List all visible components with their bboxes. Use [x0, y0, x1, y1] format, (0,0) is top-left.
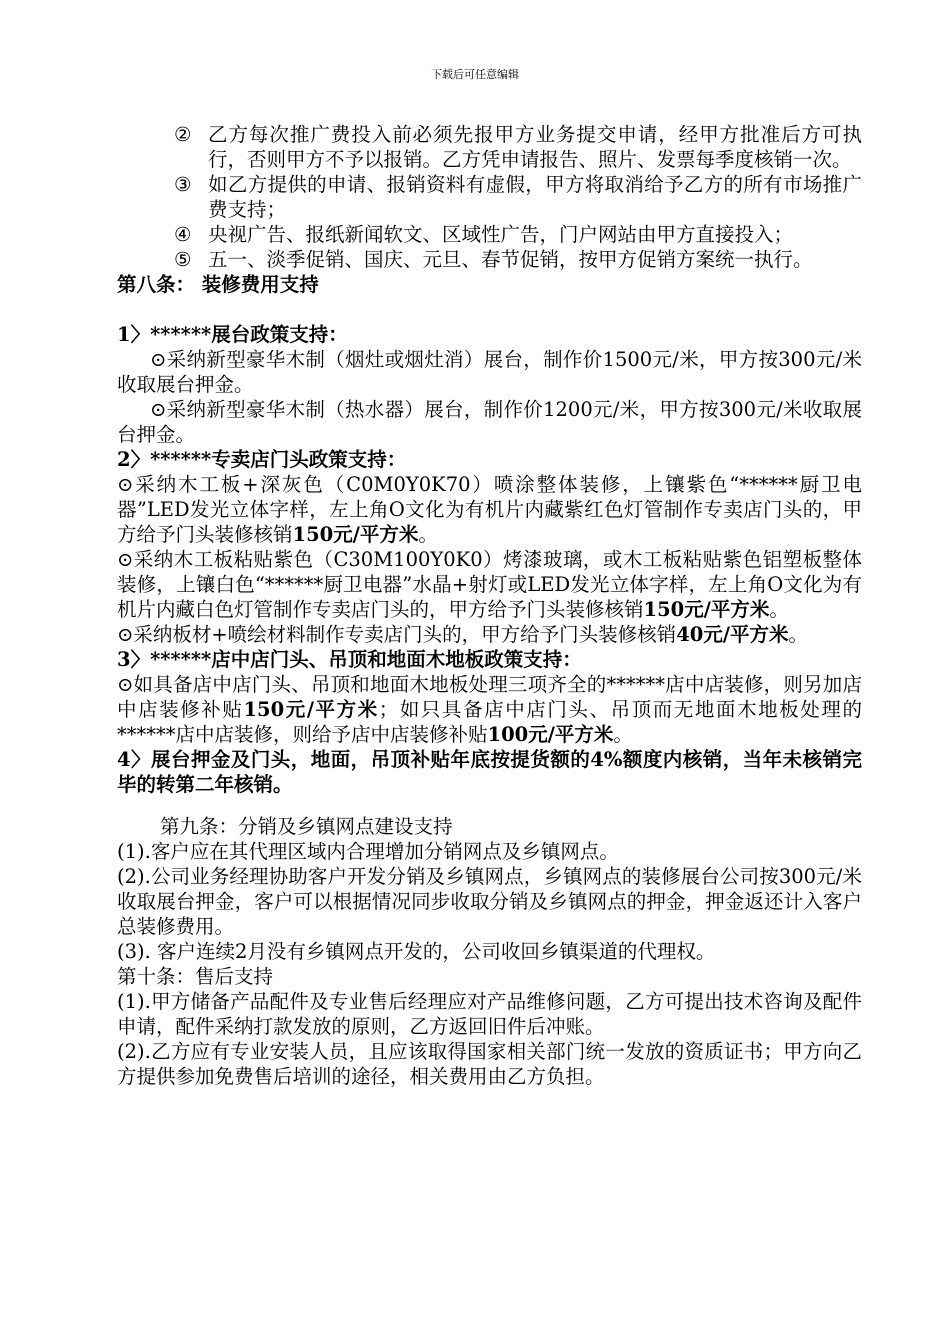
highlight-amount: 150元/平方米: [243, 698, 379, 721]
text-run: ⊙采纳木工板+深灰色（C0M0Y0K70）喷涂整体装修，上镶紫色“******厨卫电器”LED发光立体字样，左上角O文化为有机片内藏紫红色灯管制作专卖店门头的，甲方给予门头装修核销: [117, 473, 862, 546]
item-number: ⑤: [174, 248, 192, 271]
list-item: [174, 247, 862, 272]
list-item: [174, 172, 862, 222]
text-run: 。: [769, 598, 789, 621]
text-run: 。: [613, 723, 633, 746]
page-header: 下载后可任意编辑: [431, 68, 519, 81]
text-run: ；如只具备店中店门头、吊顶而无地面木地板处理的******店中店装修，则给予店中店装修补贴: [117, 698, 862, 746]
paragraph: [117, 622, 862, 647]
item-text: 乙方每次推广费投入前必须先报甲方业务提交申请，经甲方批准后方可执行，否则甲方不予以报销。乙方凭申请报告、照片、发票每季度核销一次。: [208, 123, 862, 171]
paragraph: ⊙采纳新型豪华木制（烟灶或烟灶消）展台，制作价1500元/米，甲方按300元/米收取展台押金。: [117, 348, 862, 396]
section-2-heading: 2〉******专卖店门头政策支持：: [117, 448, 407, 471]
item-number: ②: [174, 123, 192, 146]
item-text: 如乙方提供的申请、报销资料有虚假，甲方将取消给予乙方的所有市场推广费支持；: [208, 173, 862, 221]
section-1-heading: 1〉******展台政策支持：: [117, 323, 348, 346]
item-number: ③: [174, 173, 192, 196]
article-9-heading: 第九条：分销及乡镇网点建设支持: [160, 815, 453, 838]
highlight-amount: 100元/平方米: [487, 723, 614, 746]
list-item: [174, 122, 862, 172]
text-run: 。: [788, 623, 808, 646]
paragraph: ⊙采纳新型豪华木制（热水器）展台，制作价1200元/米，甲方按300元/米收取展台押金。: [117, 398, 862, 446]
item-text: 五一、淡季促销、国庆、元旦、春节促销，按甲方促销方案统一执行。: [208, 248, 813, 271]
paragraph: (2).公司业务经理协助客户开发分销及乡镇网点，乡镇网点的装修展台公司按300元/米收取展台押金，客户可以根据情况同步收取分销及乡镇网点的押金，押金返还计入客户总装修费用。: [117, 865, 862, 938]
list-item: [174, 222, 862, 247]
paragraph: [117, 472, 862, 547]
highlight-amount: 40元/平方米: [676, 623, 789, 646]
text-run: ⊙采纳木工板粘贴紫色（C30M100Y0K0）烤漆玻璃，或木工板粘贴紫色铝塑板整体装修，上镶白色“******厨卫电器”水晶+射灯或LED发光立体字样，左上角O文化为有机片内藏白色灯管制作专卖店门头的，甲方给予门头装修核销: [117, 548, 862, 621]
paragraph: [117, 672, 862, 747]
paragraph: (2).乙方应有专业安装人员，且应该取得国家相关部门统一发放的资质证书；甲方向乙方提供参加免费售后培训的途径，相关费用由乙方负担。: [117, 1040, 862, 1088]
item-text: 央视广告、报纸新闻软文、区域性广告，门户网站由甲方直接投入；: [208, 223, 794, 246]
section-4-heading: 4〉展台押金及门头，地面，吊顶补贴年底按提货额的4%额度内核销，当年未核销完毕的转第二年核销。: [117, 748, 862, 796]
section-3-heading: 3〉******店中店门头、吊顶和地面木地板政策支持：: [117, 648, 582, 671]
paragraph: (1).甲方储备产品配件及专业售后经理应对产品维修问题，乙方可提出技术咨询及配件申请，配件采纳打款发放的原则，乙方返回旧件后冲账。: [117, 990, 862, 1038]
paragraph: (1).客户应在其代理区域内合理增加分销网点及乡镇网点。: [117, 840, 619, 863]
paragraph: (3). 客户连续2月没有乡镇网点开发的，公司收回乡镇渠道的代理权。: [117, 940, 716, 963]
paragraph: [117, 547, 862, 622]
text-run: ⊙如具备店中店门头、吊顶和地面木地板处理三项齐全的******店中店装修，则另加店中店装修补贴: [117, 673, 862, 721]
article-10-heading: 第十条：售后支持: [117, 965, 274, 988]
highlight-amount: 150元/平方米: [643, 598, 770, 621]
item-number: ④: [174, 223, 192, 246]
document-body: [117, 122, 862, 1089]
text-run: 。: [418, 523, 438, 546]
highlight-amount: 150元/平方米: [292, 523, 419, 546]
text-run: ⊙采纳板材+喷绘材料制作专卖店门头的，甲方给予门头装修核销: [117, 623, 677, 646]
article-8-heading: 第八条： 装修费用支持: [117, 273, 319, 296]
